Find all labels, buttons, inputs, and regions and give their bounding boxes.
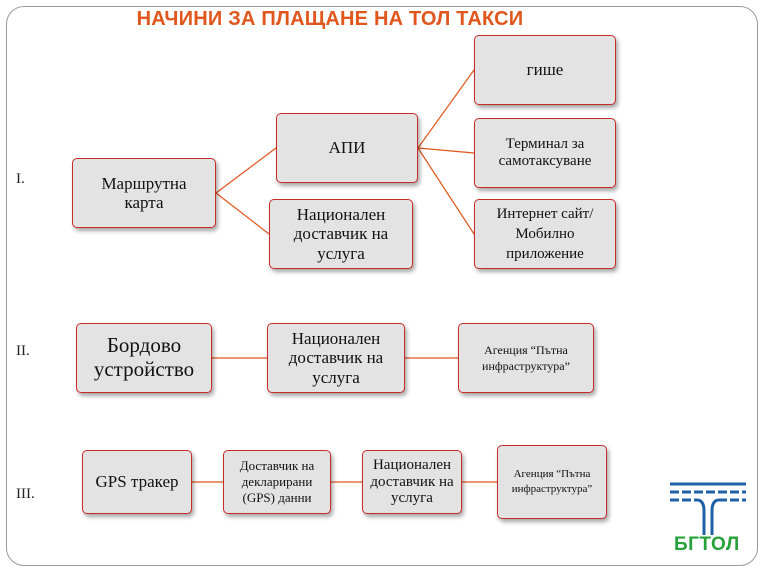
national-provider-node-3: Национален доставчик на услуга (362, 450, 462, 514)
row-label-2: II. (16, 343, 30, 359)
road-agency-node-2: Агенция “Пътна инфраструктура” (497, 445, 607, 519)
route-card-node: Маршрутна карта (72, 158, 216, 228)
api-node: АПИ (276, 113, 418, 183)
declared-gps-provider-node: Доставчик на декларирани (GPS) данни (223, 450, 331, 514)
bgtol-logo-text: БГТОЛ (674, 534, 740, 555)
row-label-3: III. (16, 486, 35, 502)
page-title: НАЧИНИ ЗА ПЛАЩАНЕ НА ТОЛ ТАКСИ (136, 8, 524, 30)
onboard-device-node: Бордово устройство (76, 323, 212, 393)
internet-site-node: Интернет сайт/ Мобилно приложение (474, 199, 616, 269)
row-label-1: I. (16, 171, 25, 187)
road-agency-node-1: Агенция “Пътна инфраструктура” (458, 323, 594, 393)
self-terminal-node: Терминал за самотаксуване (474, 118, 616, 188)
counter-node: гише (474, 35, 616, 105)
national-provider-node-1: Национален доставчик на услуга (269, 199, 413, 269)
gps-tracker-node: GPS тракер (82, 450, 192, 514)
national-provider-node-2: Национален доставчик на услуга (267, 323, 405, 393)
